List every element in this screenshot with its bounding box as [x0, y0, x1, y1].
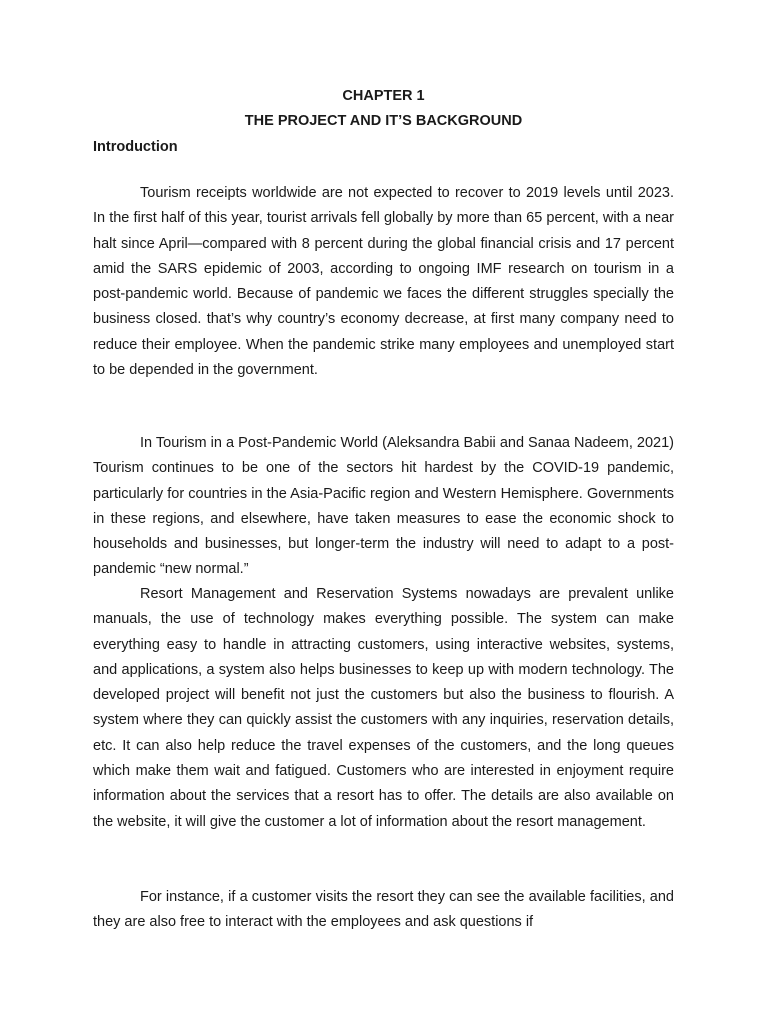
paragraph: In Tourism in a Post-Pandemic World (Aleksandra Babii and Sanaa Nadeem, 2021) Tourism continues to be one of the sectors hit hardest by the COVID-19 pandemic, particularly for countries in the Asia-Pacific region and Western Hemisphere. Governments in these regions, and elsewhere, have taken measures to ease the economic shock to households and businesses, but longer-term the industry will need to adapt to a post-pandemic “new normal.”	[93, 435, 674, 578]
paragraph: Tourism receipts worldwide are not expected to recover to 2019 levels until 2023. In the first half of this year, tourist arrivals fell globally by more than 65 percent, with a near halt since April—compared with 8 percent during the global financial crisis and 17 percent amid the SARS epidemic of 2003, according to ongoing IMF research on tourism in a post-pandemic world. Because of pandemic we faces the different struggles specially the business closed. that’s why country’s economy decrease, at first many company need to reduce their employee. When the pandemic strike many employees and unemployed start to be depended in the government.	[93, 185, 674, 379]
chapter-title: THE PROJECT AND IT’S BACKGROUND	[244, 113, 523, 129]
section-heading: Introduction	[93, 139, 178, 155]
document-page	[93, 0, 674, 1024]
paragraph: For instance, if a customer visits the resort they can see the available facilities, and they are also free to interact with the employees and ask questions if	[93, 889, 674, 931]
chapter-number: CHAPTER 1	[342, 88, 425, 104]
paragraph: Resort Management and Reservation Systems nowadays are prevalent unlike manuals, the use of technology makes everything possible. The system can make everything easy to handle in attracting customers, using interactive websites, systems, and applications, a system also helps businesses to keep up with modern technology. The developed project will benefit not just the customers but also the business to flourish. A system where they can quickly assist the customers with any inquiries, reservation details, etc. It can also help reduce the travel expenses of the customers, and the long queues which make them wait and fatigued. Customers who are interested in enjoyment require information about the services that a resort has to offer. The details are also available on the website, it will give the customer a lot of information about the resort management.	[93, 586, 674, 830]
